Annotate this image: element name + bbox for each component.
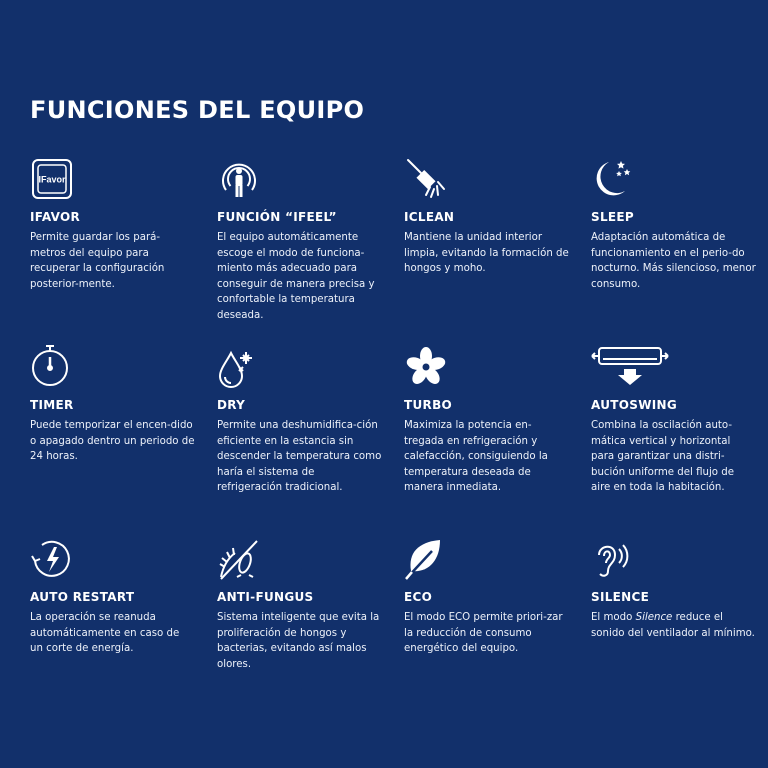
feature-description: Puede temporizar el encen-dido o apagado dentro un periodo de 24 horas.: [30, 420, 195, 462]
page-title: FUNCIONES DEL EQUIPO: [30, 96, 365, 124]
droplet-icon: [217, 345, 261, 389]
feature-description: Adaptación automática de funcionamiento en el perio-do nocturno. Más silencioso, menor consumo.: [591, 232, 756, 290]
leaf-icon: [404, 537, 448, 581]
fan-icon: [404, 345, 448, 389]
feature-description: Combina la oscilación auto-mática vertical y horizontal para garantizar una distri-bución uniforme del flujo de aire en toda la habitación.: [591, 420, 734, 493]
moon-stars-icon: [591, 157, 635, 201]
feature-title: TIMER: [30, 398, 74, 412]
brush-icon: [404, 157, 448, 201]
feature-description: Permite guardar los pará-metros del equipo para recuperar la configuración posterior-mente.: [30, 232, 165, 290]
ear-sound-icon: [591, 537, 635, 581]
feature-description: Maximiza la potencia en-tregada en refrigeración y calefacción, consiguiendo la temperatura deseada de manera inmediata.: [404, 420, 548, 493]
anti-fungus-icon: [217, 537, 261, 581]
feature-title: ANTI-FUNGUS: [217, 590, 314, 604]
description-italic: Silence: [635, 612, 673, 623]
feature-description: Permite una deshumidifica-ción eficiente en la estancia sin descender la temperatura como haría el sistema de refrigeración tradicional.: [217, 420, 382, 493]
feature-description: El equipo automáticamente escoge el modo de funciona-miento más adecuado para conseguir de manera precisa y confortable la temperatura deseada.: [217, 232, 375, 321]
feature-description: [591, 610, 756, 641]
feature-description: El modo ECO permite priori-zar la reducción de consumo energético del equipo.: [404, 612, 563, 654]
feature-title: ICLEAN: [404, 210, 455, 224]
airflow-unit-icon: [591, 345, 671, 389]
feature-description: La operación se reanuda automáticamente en caso de un corte de energía.: [30, 612, 180, 654]
feature-title: SILENCE: [591, 590, 650, 604]
svg-text:IFavor: IFavor: [38, 174, 66, 185]
feature-title: AUTOSWING: [591, 398, 677, 412]
ifavor-icon: [30, 157, 74, 201]
person-signal-icon: [217, 157, 261, 201]
feature-title: SLEEP: [591, 210, 634, 224]
feature-title: DRY: [217, 398, 246, 412]
feature-title: FUNCIÓN “IFEEL”: [217, 210, 337, 224]
feature-title: ECO: [404, 590, 433, 604]
feature-title: TURBO: [404, 398, 453, 412]
feature-title: IFAVOR: [30, 210, 81, 224]
stopwatch-icon: [30, 345, 74, 389]
description-text: reduce el sonido del ventilador al mínimo.: [591, 612, 755, 639]
feature-description: Sistema inteligente que evita la proliferación de hongos y bacterias, evitando así malos olores.: [217, 612, 380, 670]
description-text: El modo: [591, 612, 636, 623]
feature-description: Mantiene la unidad interior limpia, evitando la formación de hongos y moho.: [404, 232, 569, 274]
feature-title: AUTO RESTART: [30, 590, 135, 604]
restart-bolt-icon: [30, 537, 74, 581]
